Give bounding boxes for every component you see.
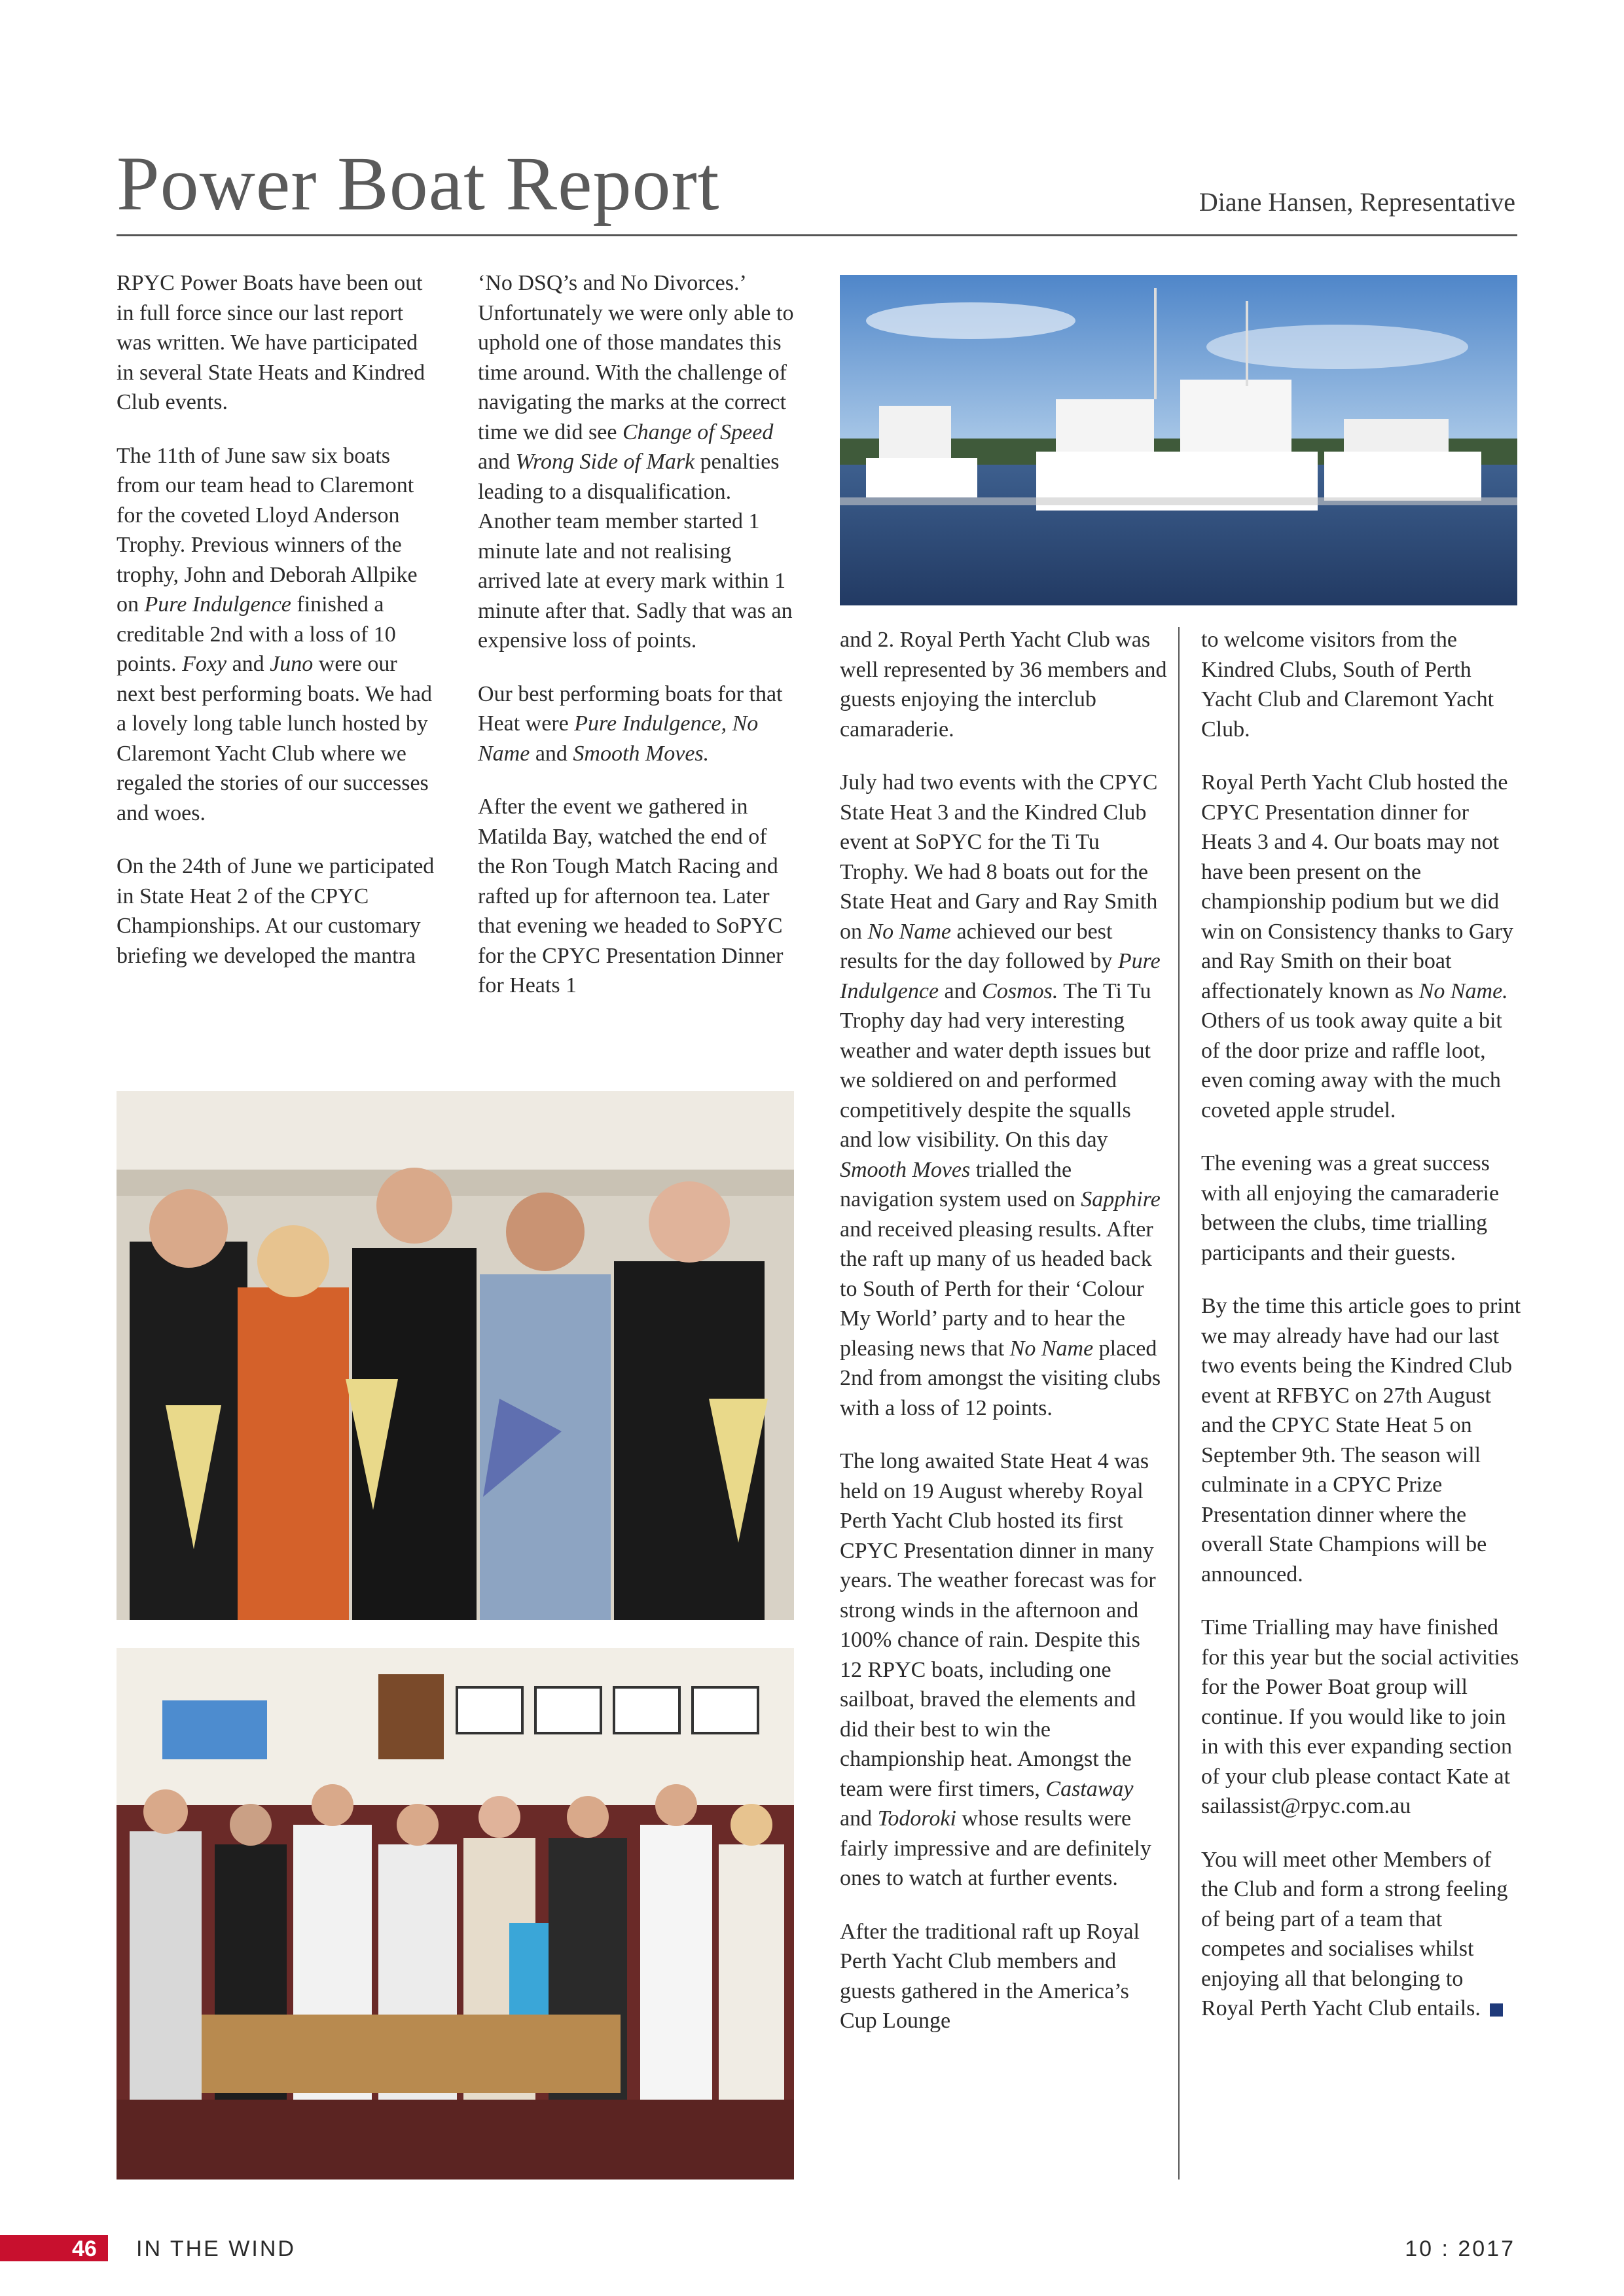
paragraph: Our best performing boats for that Heat were Pure Indulgence, No Name and Smooth Moves. bbox=[478, 681, 783, 766]
title-rule bbox=[117, 234, 1517, 236]
paragraph: to welcome visitors from the Kindred Clubs, South of Perth Yacht Club and Claremont Yacht Club. bbox=[1201, 628, 1494, 742]
magazine-name: IN THE WIND bbox=[136, 2236, 296, 2261]
paragraph: RPYC Power Boats have been out in full force since our last report was written. We have participated in several State Heats and Kindred Club events. bbox=[117, 271, 425, 414]
photo-group-in-lounge bbox=[117, 1648, 794, 2179]
issue-number: 10 : 2017 bbox=[1405, 2236, 1515, 2261]
author-byline: Diane Hansen, Representative bbox=[1199, 187, 1515, 217]
paragraph: ‘No DSQ’s and No Divorces.’ Unfortunately we were only able to uphold one of those mandates this time around. With the challenge of navigating the marks at the correct time we did see Change of Speed and Wrong Side of Mark penalties leading to a disqualification. Another team member started 1 minute late and not realising arrived late at every mark within 1 minute after that. Sadly that was an expensive loss of points. bbox=[478, 271, 794, 653]
article-column-1 bbox=[117, 268, 437, 971]
article-column-2 bbox=[478, 268, 799, 1001]
paragraph: Royal Perth Yacht Club hosted the CPYC Presentation dinner for Heats 3 and 4. Our boats may not have been present on the championship podium but we did win on Consistency thanks to Gary and Ray Smith on their boat affectionately known as No Name. Others of us took away quite a bit of the door prize and raffle loot, even coming away with the much coveted apple strudel. bbox=[1201, 770, 1513, 1122]
photo-members-with-pennants bbox=[117, 1091, 794, 1620]
paragraph: The 11th of June saw six boats from our team head to Claremont for the coveted Lloyd Anderson Trophy. Previous winners of the trophy, John and Deborah Allpike on Pure Indulgence finished a creditable 2nd with a loss of 10 points. Foxy and Juno were our next best performing boats. We had a lovely long table lunch hosted by Claremont Yacht Club where we regaled the stories of our successes and woes. bbox=[117, 443, 432, 825]
paragraph: By the time this article goes to print we may already have had our last two events being the Kindred Club event at RFBYC on 27th August and the CPYC State Heat 5 on September 9th. The season will culminate in a CPYC Prize Presentation dinner where the overall State Champions will be announced. bbox=[1201, 1294, 1521, 1587]
page-title: Power Boat Report bbox=[117, 141, 720, 226]
article-column-3 bbox=[840, 625, 1167, 2036]
paragraph: Time Trialling may have finished for this year but the social activities for the Power Boat group will continue. If you would like to join in with this ever expanding section of your club please contact Kate at sailassist@rpyc.com.au bbox=[1201, 1615, 1519, 1818]
article-column-4 bbox=[1201, 625, 1522, 2024]
paragraph: The evening was a great success with all enjoying the camaraderie between the clubs, time trialling participants and their guests. bbox=[1201, 1151, 1500, 1265]
paragraph: You will meet other Members of the Club and form a strong feeling of being part of a team that competes and socialises whilst enjoying all that belonging to Royal Perth Yacht Club entails. bbox=[1201, 1847, 1508, 2020]
paragraph: July had two events with the CPYC State Heat 3 and the Kindred Club event at SoPYC for the Ti Tu Trophy. We had 8 boats out for the State Heat and Gary and Ray Smith on No Name achieved our best results for the day followed by Pure Indulgence and Cosmos. The Ti Tu Trophy day had very interesting weather and water depth issues but we soldiered on and performed competitively despite the squalls and low visibility. On this day Smooth Moves trialled the navigation system used on Sapphire and received pleasing results. After the raft up many of us headed back to South of Perth for their ‘Colour My World’ party and to hear the pleasing news that No Name placed 2nd from amongst the visiting clubs with a loss of 12 points. bbox=[840, 770, 1161, 1420]
paragraph: On the 24th of June we participated in State Heat 2 of the CPYC Championships. At our customary briefing we developed the mantra bbox=[117, 854, 435, 968]
paragraph: The long awaited State Heat 4 was held on 19 August whereby Royal Perth Yacht Club hosted its first CPYC Presentation dinner in many years. The weather forecast was for strong winds in the afternoon and 100% chance of rain. Despite this 12 RPYC boats, including one sailboat, braved the elements and did their best to win the championship heat. Amongst the team were first timers, Castaway and Todoroki whose results were fairly impressive and are definitely ones to watch at further events. bbox=[840, 1449, 1156, 1890]
end-of-article-mark bbox=[1490, 2003, 1503, 2017]
photo-boats-marina bbox=[840, 275, 1517, 605]
column-divider bbox=[1178, 627, 1180, 2179]
paragraph: After the traditional raft up Royal Perth Yacht Club members and guests gathered in the America’s Cup Lounge bbox=[840, 1919, 1140, 2033]
page-number: 46 bbox=[72, 2236, 97, 2261]
paragraph: and 2. Royal Perth Yacht Club was well represented by 36 members and guests enjoying the interclub camaraderie. bbox=[840, 628, 1167, 742]
paragraph: After the event we gathered in Matilda Bay, watched the end of the Ron Tough Match Racing and rafted up for afternoon tea. Later that evening we headed to SoPYC for the CPYC Presentation Dinner for Heats 1 bbox=[478, 795, 784, 997]
